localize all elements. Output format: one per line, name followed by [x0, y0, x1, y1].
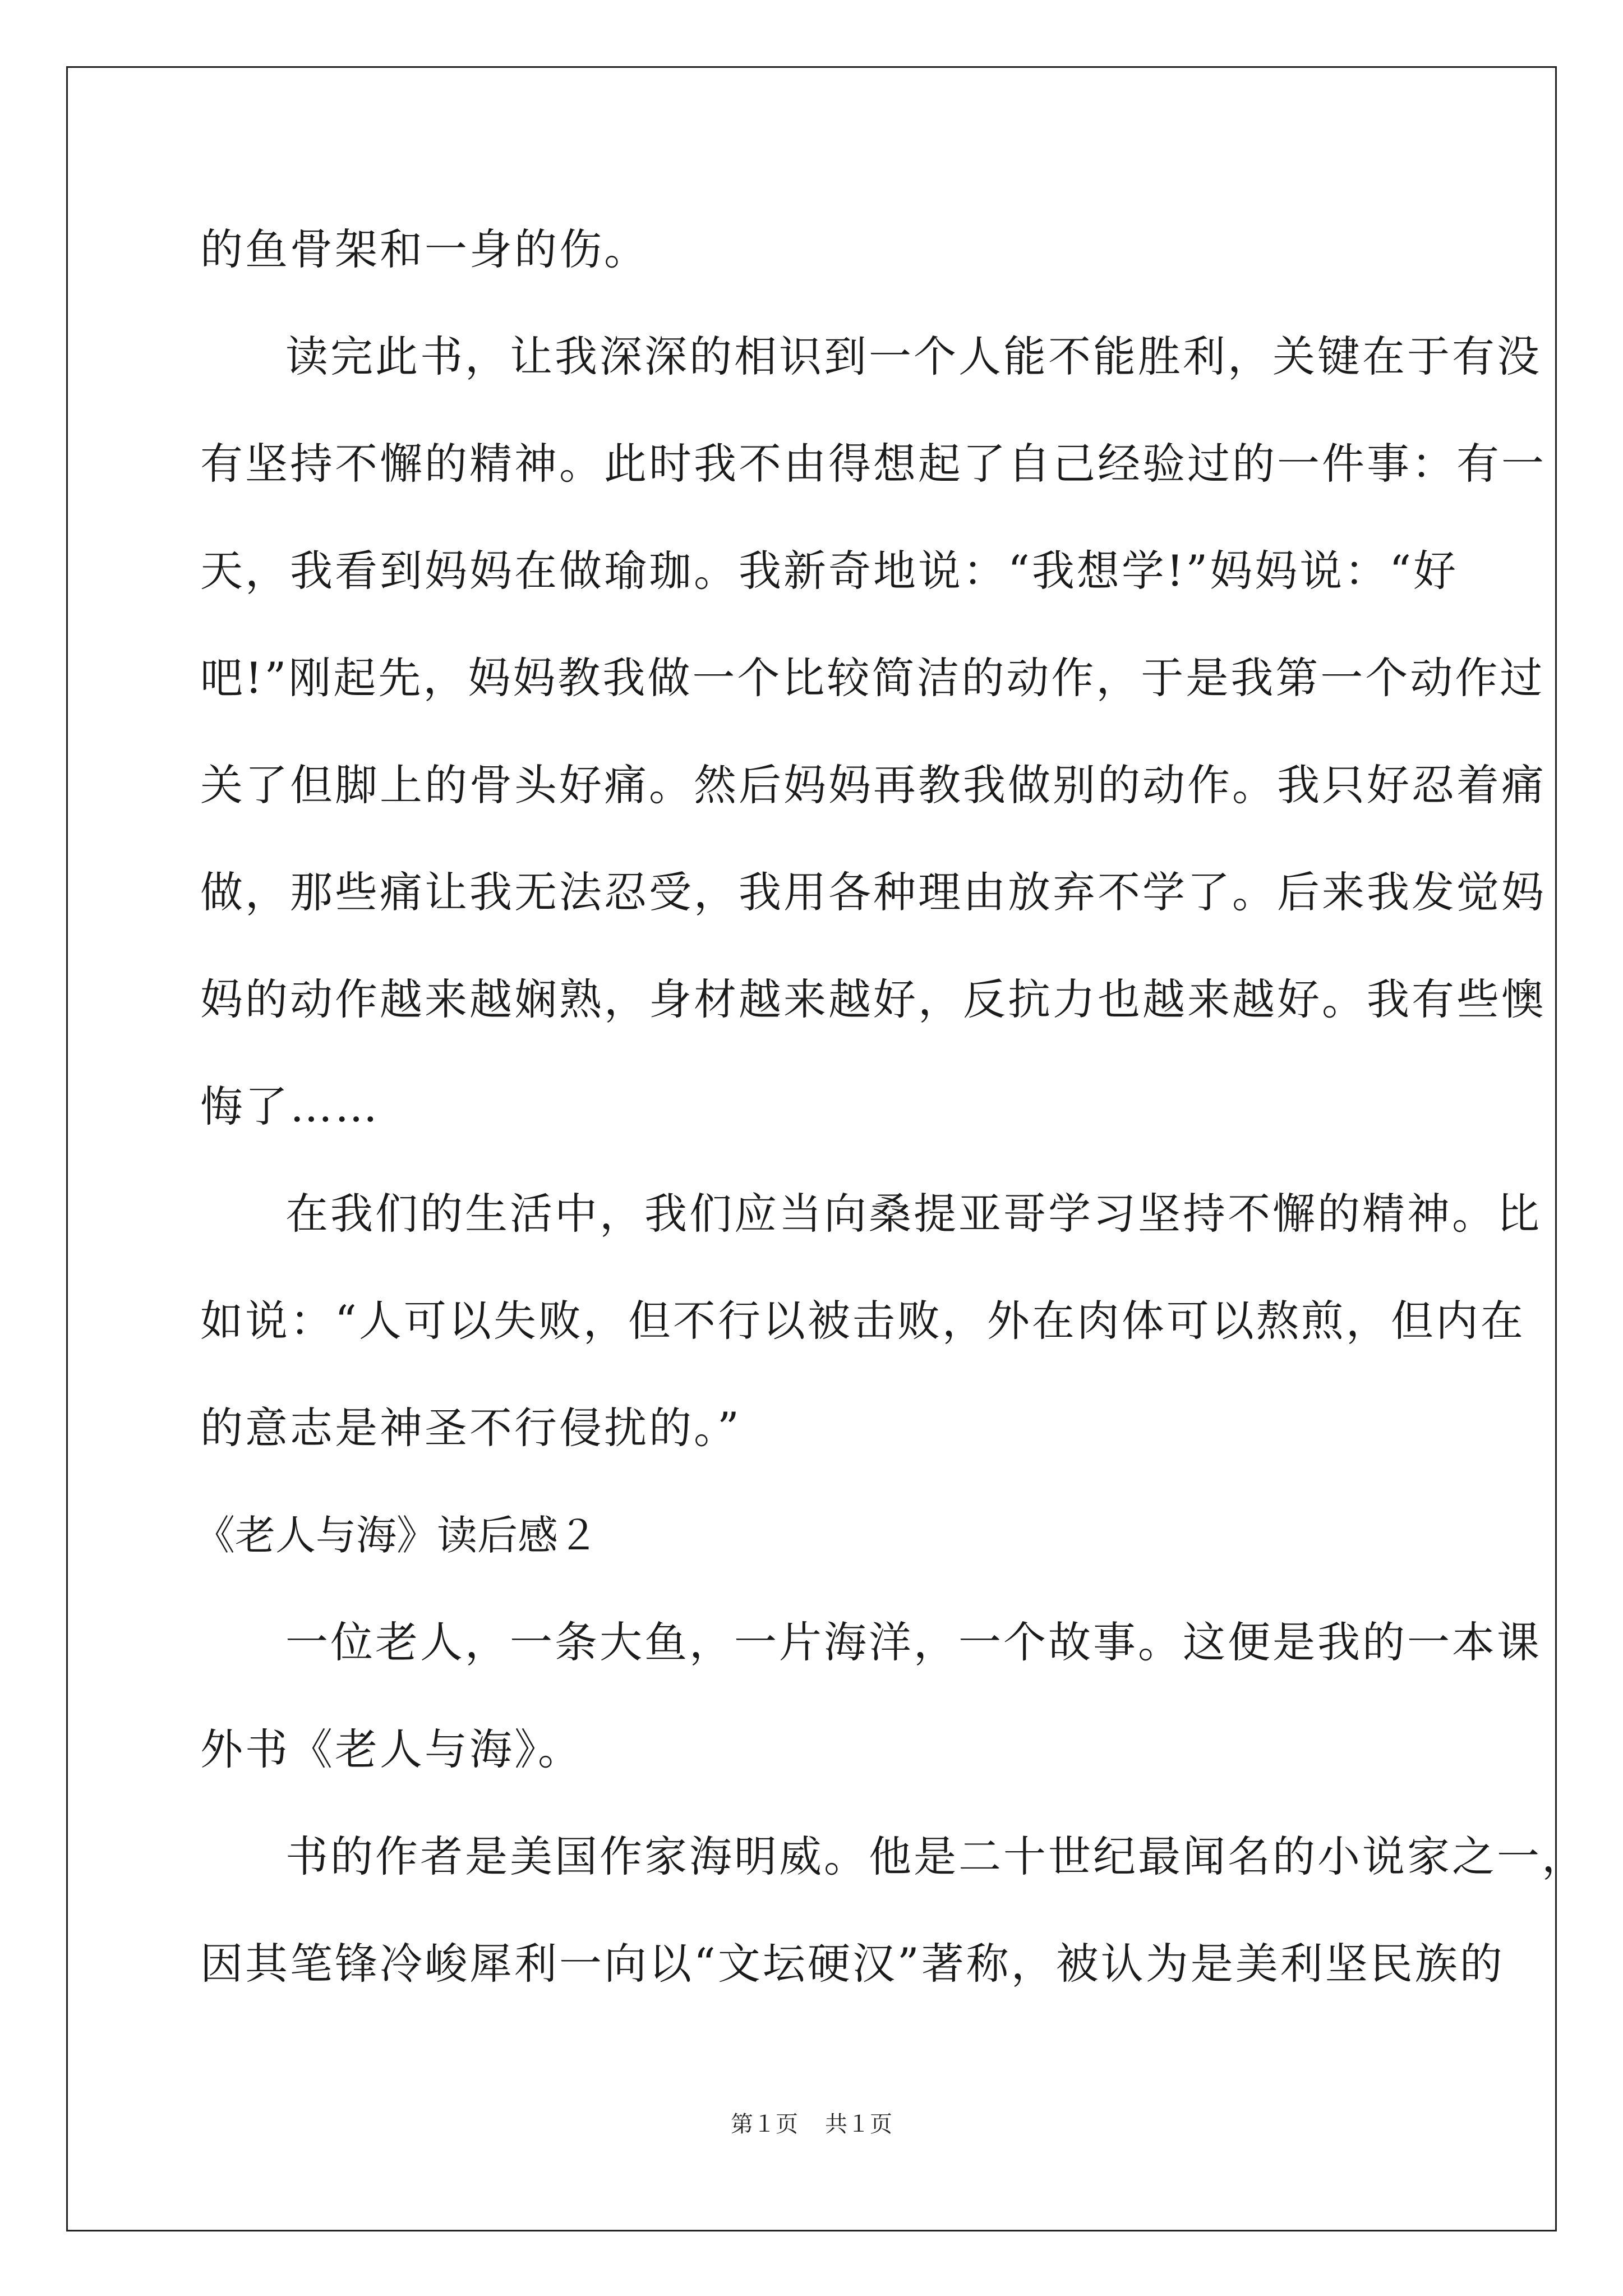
paragraph-line: 悔了……	[200, 1082, 380, 1131]
paragraph-line: 吧!”刚起先，妈妈教我做一个比较简洁的动作，于是我第一个动作过	[200, 653, 1545, 703]
paragraph-line: 一位老人，一条大鱼，一片海洋，一个故事。这便是我的一本课	[285, 1617, 1542, 1667]
paragraph-line: 如说：“人可以失败，但不行以被击败，外在肉体可以熬煎，但内在	[200, 1296, 1525, 1346]
paragraph-line: 读完此书，让我深深的相识到一个人能不能胜利，关键在于有没	[285, 332, 1542, 381]
paragraph-line: 的意志是神圣不行侵扰的。”	[200, 1403, 741, 1453]
document-body	[195, 213, 1587, 2035]
paragraph-line: 因其笔锋冷峻犀利一向以“文坛硬汉”著称，被认为是美利坚民族的	[200, 1939, 1505, 1989]
page-number: 第１页	[731, 2111, 798, 2137]
paragraph-line: 做，那些痛让我无法忍受，我用各种理由放弃不学了。后来我发觉妈	[200, 867, 1546, 917]
page-footer	[0, 2110, 1623, 2138]
section-heading: 《老人与海》读后感２	[195, 1512, 599, 1559]
paragraph-line: 有坚持不懈的精神。此时我不由得想起了自己经验过的一件事：有一	[200, 439, 1546, 489]
paragraph-line: 天，我看到妈妈在做瑜珈。我新奇地说：“我想学!”妈妈说：“好	[200, 546, 1459, 596]
paragraph-line: 关了但脚上的骨头好痛。然后妈妈再教我做别的动作。我只好忍着痛	[200, 760, 1546, 810]
paragraph-line: 妈的动作越来越娴熟，身材越来越好，反抗力也越来越好。我有些懊	[200, 974, 1546, 1024]
paragraph-line: 外书《老人与海》。	[200, 1724, 583, 1774]
paragraph-line: 书的作者是美国作家海明威。他是二十世纪最闻名的小说家之一，	[285, 1832, 1587, 1881]
page-total: 共１页	[825, 2111, 892, 2137]
paragraph-line: 在我们的生活中，我们应当向桑提亚哥学习坚持不懈的精神。比	[285, 1189, 1542, 1239]
paragraph-line: 的鱼骨架和一身的伤。	[200, 224, 649, 274]
